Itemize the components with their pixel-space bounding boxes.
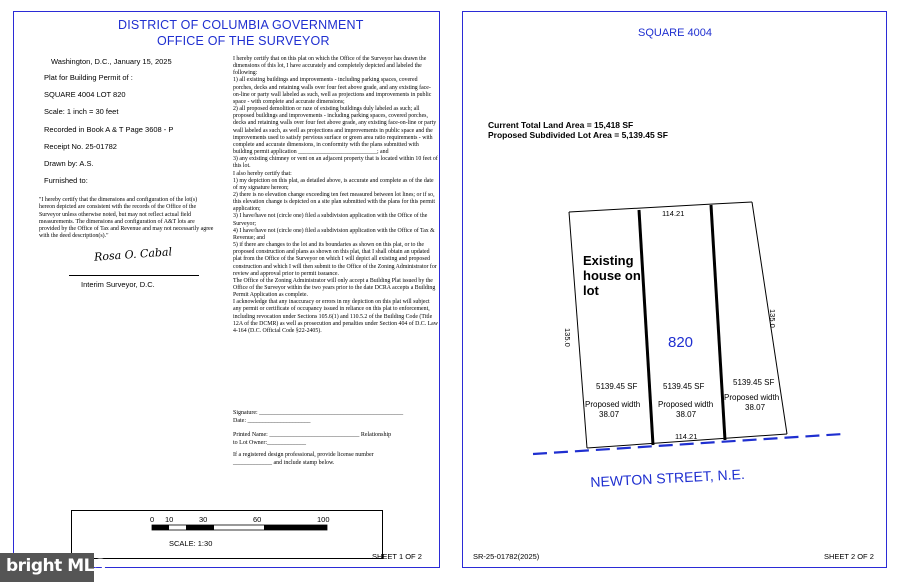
proposed-area: Proposed Subdivided Lot Area = 5,139.45 SF (488, 130, 668, 140)
cert-para: 1) my depiction on this plat, as detailed above, is accurate and complete as of the date of my signature hereon; (233, 177, 434, 191)
printed-name: Printed Name: ______________________________ Relationship (233, 432, 392, 438)
lot-width-value: 38.07 (676, 410, 697, 419)
top-dimension: 114.21 (662, 209, 685, 218)
scale-tick-label: 0 (150, 515, 155, 524)
sheet-2 (462, 11, 887, 568)
watermark-text: bright MLS (6, 556, 106, 576)
lot-width-label: Proposed width (658, 400, 714, 409)
existing-house-line: house on (583, 268, 641, 283)
lot-area: 5139.45 SF (663, 382, 705, 391)
cert-para: 5) if there are changes to the lot and its boundaries as shown on this plat, or to the proposed construction and plans as shown on this plat, that I shall obtain an updated plat from the Office of the Surveyor on which I will depict all existing and proposed construction and which I will then submit to the Office of the Zoning Administrator for review and approval prior to permit issuance. (233, 242, 437, 277)
left-dimension: 135.0 (563, 328, 572, 347)
date-field: Date: _____________________ (233, 418, 311, 424)
signature-rule (69, 275, 199, 276)
drawn-by: Drawn by: A.S. (44, 159, 94, 168)
bottom-dimension: 114.21 (675, 432, 698, 441)
cert-para: I hereby certify that on this plat on which the Office of the Surveyor has drawn the dimensions of this lot, I have accurately and completely depicted and labeled the following: (233, 56, 427, 77)
lot-width-label: Proposed width (724, 393, 780, 402)
furnished-to: Furnished to: (44, 176, 88, 185)
sheet2-title: SQUARE 4004 (638, 27, 712, 39)
sheet1-title-line1: DISTRICT OF COLUMBIA GOVERNMENT (118, 18, 364, 32)
signature-line: Signature: ________________________________________________ (233, 410, 404, 416)
receipt-text: Receipt No. 25-01782 (44, 142, 117, 151)
scale-bar (72, 511, 382, 558)
scale-bar-label: SCALE: 1:30 (169, 539, 213, 548)
lot-division-line-1 (639, 210, 653, 445)
sheet1-title-line2: OFFICE OF THE SURVEYOR (157, 34, 330, 48)
date-line: Washington, D.C., January 15, 2025 (51, 57, 172, 66)
scale-bar-box (71, 510, 383, 559)
lot-width-label: Proposed width (585, 400, 641, 409)
sheet1-label: SHEET 1 OF 2 (372, 552, 422, 561)
existing-house-line: Existing (583, 253, 634, 268)
cert-para: The Office of the Zoning Administrator will only accept a Building Plat issued by the Office of the Surveyor within the two years prior to the date DCRA accepts a Building Permit Application as complete. (233, 277, 436, 299)
to-lot-owner: to Lot Owner:_____________ (233, 440, 306, 446)
sheet2-label: SHEET 2 OF 2 (824, 552, 874, 561)
cert-para: 2) all proposed demolition or raze of existing buildings duly labeled as such; all proposed buildings and improvements - including parking spaces, covered porches, decks and retaining walls over four feet above grade, any existing face-on-line or party wall labeled as such, as well as projections and improvements in public space and the improvements used to satisfy pervious surface or green area ratio requirements - with complete and accurate dimensions, in conformity with the plans submitted with building permit application ___________________________; and (233, 106, 437, 156)
registered-line2: _____________ and include stamp below. (233, 460, 335, 466)
lot-area: 5139.45 SF (733, 378, 775, 387)
cert-para: I also hereby certify that: (233, 170, 292, 177)
lot-number: 820 (668, 334, 694, 351)
lot-top-line-left (569, 204, 713, 212)
square-lot: SQUARE 4004 LOT 820 (44, 90, 126, 99)
cert-para: 4) I have/have not (circle one) filed a subdivision application with the Office of Tax & Revenue; and (233, 227, 435, 241)
lot-width-value: 38.07 (599, 410, 620, 419)
lot-width-value: 38.07 (745, 403, 766, 412)
brightmls-logo (0, 553, 106, 582)
cert-para: 2) there is no elevation change exceeding ten feet measured between lot lines; or if so, this elevation change is depicted on a site plan submitted with the plans for this permit application; (233, 191, 436, 213)
scale-tick-label: 10 (165, 515, 174, 524)
existing-house-line: lot (583, 283, 599, 298)
lot-top-line-right (713, 202, 752, 204)
plat-for: Plat for Building Permit of : (44, 73, 133, 82)
cert-para: 3) any existing chimney or vent on an adjacent property that is located within 10 feet of this lot. (233, 156, 438, 170)
scale-text: Scale: 1 inch = 30 feet (44, 107, 119, 116)
registered-line1: If a registered design professional, provide license number (233, 452, 374, 458)
scale-tick-label: 100 (317, 515, 330, 524)
recorded-text: Recorded in Book A & T Page 3608 - P (44, 125, 174, 134)
street-name: NEWTON STREET, N.E. (590, 465, 746, 490)
existing-house-label (583, 253, 641, 298)
current-area: Current Total Land Area = 15,418 SF (488, 120, 634, 130)
surveyor-title: Interim Surveyor, D.C. (81, 280, 155, 289)
cert-para: 1) all existing buildings and improvements - including parking spaces, covered porches, decks and retaining walls over four feet above grade, and any existing face-on-line or party wall labeled as such, well as projections and improvements in public space - with complete and accurate dimensions; (233, 77, 432, 105)
cert-para: 3) I have/have not (circle one) filed a subdivision application with the Office of the Surveyor; (233, 213, 428, 227)
left-certification: "I hereby certify that the dimensions and configuration of the lot(s) hereon depicted are consistent with the records of the Office of the Surveyor unless otherwise noted, but may not reflect actual field measurements. The dimensions and configuration of A&T lots are provided by the Office of Tax and Revenue and may not necessarily agree with the deed description(s)." (39, 197, 214, 240)
scale-tick-label: 60 (253, 515, 262, 524)
certification-text (233, 56, 438, 335)
sheet-1 (13, 11, 440, 568)
surveyor-signature: Rosa O. Cabal (93, 245, 173, 264)
cert-para: I acknowledge that any inaccuracy or errors in my depiction on this plat will subject any permit or certificate of occupancy issued in reliance on this plat to enforcement, including revocation under Sections 105.6(1) and 110.5.2 of the Building Code (Title 12A of the DCMR) as well as prosecution and penalties under Section 404 of D.C. Law 4-164 (D.C. Official Code §22-2405). (233, 299, 438, 334)
scale-tick-label: 30 (199, 515, 208, 524)
sr-number: SR-25-01782(2025) (473, 552, 540, 561)
lot-area: 5139.45 SF (596, 382, 638, 391)
right-dimension: 135.0 (768, 309, 777, 328)
